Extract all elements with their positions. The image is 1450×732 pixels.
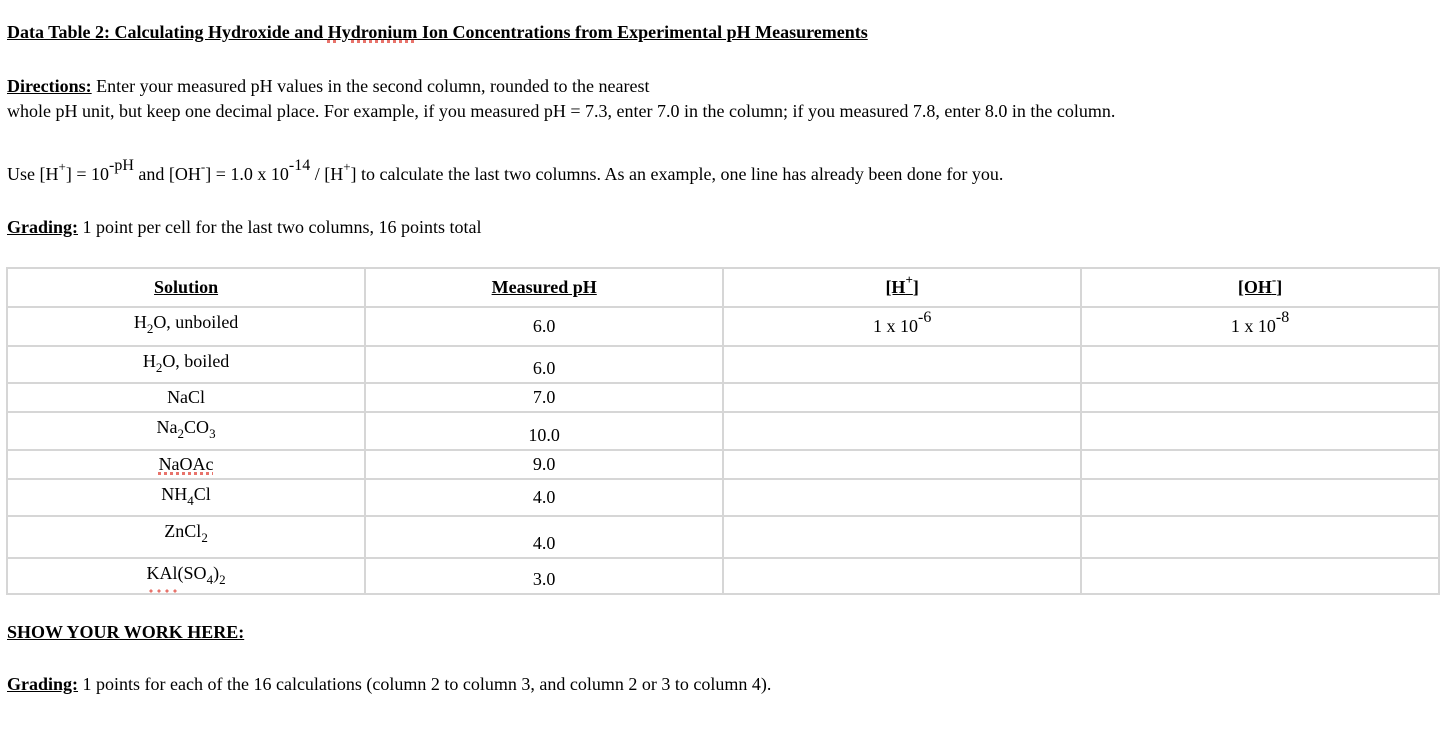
formula-minus: - (200, 159, 206, 174)
data-table (6, 267, 1440, 595)
table-row (7, 412, 1439, 450)
formula-line (7, 157, 1004, 185)
grading-text-2: 1 points for each of the 16 calculations (column 2 to column 3, and column 2 or 3 to column 4). (78, 674, 772, 694)
sol-sub: 2 (177, 426, 185, 441)
header-measured-ph (365, 268, 723, 307)
grading-line-2 (7, 674, 771, 695)
cell-measured-ph[interactable] (365, 450, 723, 479)
ph-value: 6.0 (532, 358, 556, 378)
sol-part-b: Cl (193, 484, 211, 504)
formula-plus: + (58, 159, 66, 174)
header-oh-sup: - (1271, 272, 1277, 287)
cell-oh-conc[interactable] (1081, 346, 1439, 383)
cell-solution (7, 383, 365, 412)
cell-measured-ph[interactable] (365, 516, 723, 558)
table-row (7, 479, 1439, 516)
ph-value: 7.0 (532, 387, 556, 407)
cell-measured-ph[interactable] (365, 412, 723, 450)
oh-exp: -8 (1275, 309, 1290, 326)
sol-part-b: ) (213, 563, 220, 583)
title-part-hydroxide: Hydroxide and (208, 22, 328, 42)
sol-part-spellcheck: NaOAc (158, 454, 214, 474)
cell-oh-conc[interactable] (1081, 412, 1439, 450)
cell-oh-conc[interactable] (1081, 307, 1439, 346)
sol-sub: 2 (201, 530, 208, 545)
cell-solution (7, 479, 365, 516)
sol-part: H (142, 351, 156, 371)
table-row (7, 307, 1439, 346)
cell-oh-conc[interactable] (1081, 479, 1439, 516)
sol-part: KAl(SO (146, 563, 207, 583)
cell-oh-conc[interactable] (1081, 558, 1439, 594)
grading-label-2: Grading: (7, 674, 79, 694)
sol-part-b: O, boiled (162, 351, 230, 371)
cell-solution (7, 307, 365, 346)
document-title (7, 22, 868, 43)
spellcheck-marker (147, 589, 179, 593)
table-row (7, 346, 1439, 383)
cell-oh-conc[interactable] (1081, 383, 1439, 412)
sol-part: NH (161, 484, 188, 504)
cell-solution (7, 516, 365, 558)
table-row (7, 450, 1439, 479)
cell-h-conc[interactable] (723, 479, 1081, 516)
header-h-pre: [H (885, 277, 906, 297)
directions-line2 (7, 101, 1115, 122)
cell-measured-ph[interactable] (365, 383, 723, 412)
formula-plus2: + (343, 159, 351, 174)
ph-value: 10.0 (528, 425, 560, 445)
ph-value: 6.0 (532, 316, 556, 336)
sol-sub: 4 (206, 572, 214, 587)
sol-sub: 4 (187, 493, 194, 508)
cell-solution (7, 412, 365, 450)
header-oh-pre: [OH (1237, 277, 1272, 297)
directions-text-2: whole pH unit, but keep one decimal place. For example, if you measured pH = 7.3, enter 7.0 in the column; if you measured 7.8, enter 8.0 in the column. (7, 101, 1116, 121)
table-row (7, 383, 1439, 412)
cell-measured-ph[interactable] (365, 307, 723, 346)
header-solution (7, 268, 365, 307)
cell-h-conc[interactable] (723, 516, 1081, 558)
cell-h-conc[interactable] (723, 412, 1081, 450)
cell-solution (7, 558, 365, 594)
sol-sub: 2 (146, 321, 154, 336)
directions-line1 (7, 76, 650, 97)
formula-neg14: -14 (288, 157, 311, 174)
cell-oh-conc[interactable] (1081, 450, 1439, 479)
sol-part: Na (156, 417, 178, 437)
cell-h-conc[interactable] (723, 346, 1081, 383)
formula-use: Use [H (7, 164, 59, 184)
sol-sub: 2 (155, 360, 163, 375)
header-h-post: ] (912, 277, 919, 297)
grading-text-1: 1 point per cell for the last two columns, 16 points total (78, 217, 482, 237)
directions-text-1: Enter your measured pH values in the second column, rounded to the nearest (91, 76, 650, 96)
ph-value: 4.0 (532, 487, 556, 507)
table-row (7, 558, 1439, 594)
grading-label-1: Grading: (7, 217, 79, 237)
formula-eq1: ] = 10 (65, 164, 109, 184)
cell-h-conc[interactable] (723, 450, 1081, 479)
cell-measured-ph[interactable] (365, 558, 723, 594)
ph-value: 9.0 (532, 454, 556, 474)
sol-part-b: O, unboiled (153, 312, 239, 332)
header-h-sup: + (905, 272, 913, 287)
title-prefix: Data Table 2: Calculating (7, 22, 209, 42)
cell-solution (7, 346, 365, 383)
sol-part: H (133, 312, 147, 332)
cell-h-conc[interactable] (723, 307, 1081, 346)
header-oh-minus (1081, 268, 1439, 307)
table-row (7, 516, 1439, 558)
title-suffix: Ion Concentrations from Experimental pH Measurements (417, 22, 868, 42)
grading-line-1 (7, 217, 481, 238)
h-exp: -6 (917, 309, 932, 326)
header-oh-post: ] (1276, 277, 1283, 297)
kal-wrap (146, 563, 226, 587)
title-spellcheck-word: Hydronium (327, 22, 418, 42)
cell-solution (7, 450, 365, 479)
sol-sub-2: 3 (209, 426, 216, 441)
show-work-heading: SHOW YOUR WORK HERE: (7, 622, 245, 642)
header-solution-text: Solution (154, 277, 219, 297)
sol-part: NaCl (167, 387, 206, 407)
ph-value: 4.0 (532, 533, 556, 553)
formula-div-h: / [H (310, 164, 344, 184)
cell-h-conc[interactable] (723, 558, 1081, 594)
formula-and-oh: and [OH (133, 164, 201, 184)
h-base: 1 x 10 (872, 316, 918, 336)
sol-part-b: CO (184, 417, 210, 437)
cell-measured-ph[interactable] (365, 479, 723, 516)
directions-label: Directions: (7, 76, 92, 96)
ph-value: 3.0 (532, 569, 556, 589)
cell-oh-conc[interactable] (1081, 516, 1439, 558)
table-header-row (7, 268, 1439, 307)
sol-part: ZnCl (164, 521, 202, 541)
cell-h-conc[interactable] (723, 383, 1081, 412)
header-measured-ph-text: Measured pH (491, 277, 597, 297)
formula-eq2: ] = 1.0 x 10 (205, 164, 289, 184)
cell-measured-ph[interactable] (365, 346, 723, 383)
formula-neg-ph: -pH (109, 157, 134, 174)
oh-base: 1 x 10 (1230, 316, 1276, 336)
sol-sub-2: 2 (219, 572, 226, 587)
header-h-plus (723, 268, 1081, 307)
formula-rest: ] to calculate the last two columns. As an example, one line has already been done for you. (350, 164, 1004, 184)
